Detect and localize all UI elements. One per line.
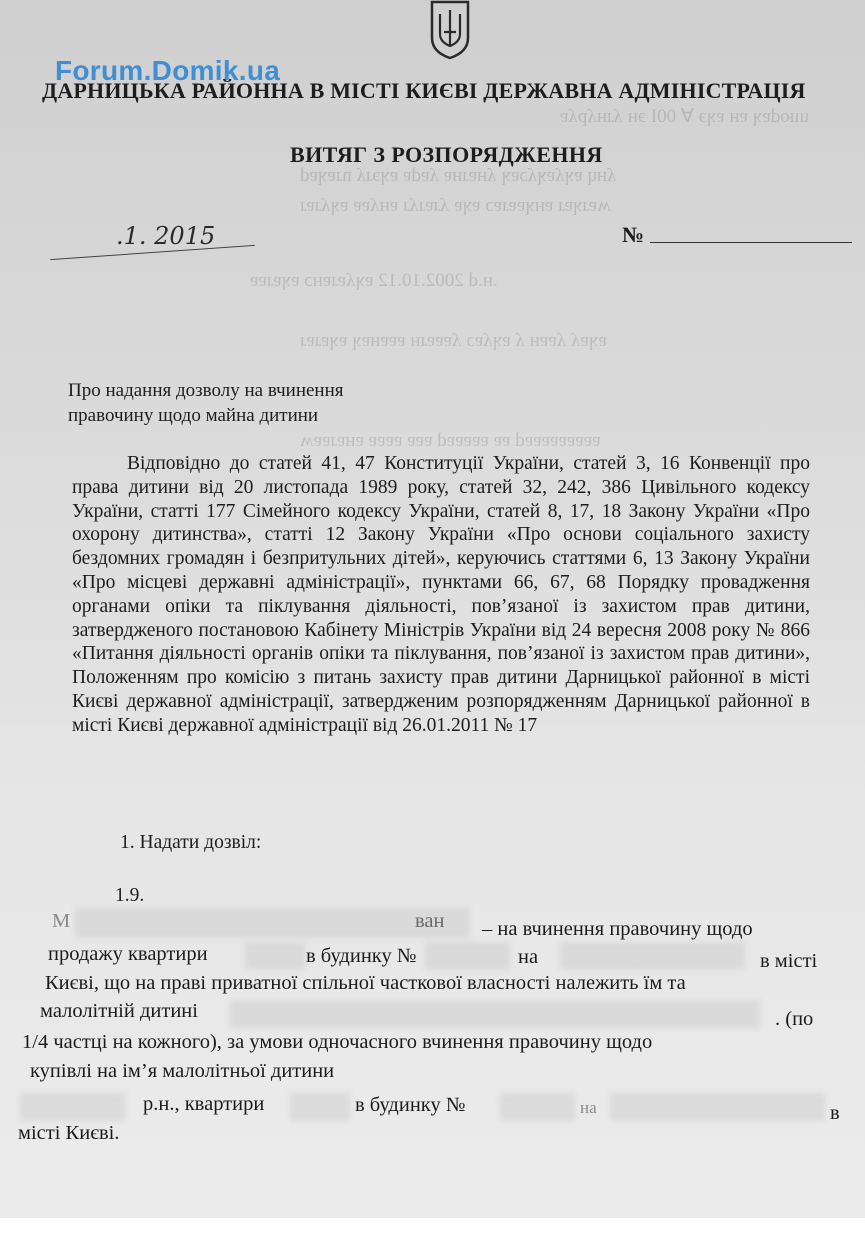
- bleed-through-text: ɐɐɐɐɐɐɐɐɐd ɐɐ ɐɐɐɐɐd ɐɐɐ ɐɐɐɐ ɐнɐɹɐɐʍ: [300, 430, 601, 451]
- watermark: Forum.Domik.ua: [55, 55, 281, 86]
- bleed-through-text: uıюdɐʞ ɐн ɐʞэ ∀ 00I эн ʎɹнʎpʎɐ: [560, 106, 810, 127]
- document-number-label: №: [622, 222, 645, 247]
- paragraph-fragment: на: [580, 1098, 597, 1117]
- paragraph-fragment: в будинку №: [355, 1094, 466, 1116]
- paragraph-line: купівлі на ім’я малолітньої дитини: [30, 1060, 335, 1082]
- paragraph-fragment: в: [830, 1102, 840, 1124]
- paragraph-fragment: – на вчинення правочину щодо: [482, 918, 753, 940]
- clause-1: 1. Надати дозвіл:: [120, 832, 262, 853]
- redacted-region: [75, 908, 470, 938]
- coat-of-arms-icon: [420, 0, 480, 60]
- redacted-region: [230, 1000, 760, 1028]
- redacted-region: [425, 942, 510, 970]
- paragraph-line: 1/4 частці на кожного), за умови одночасного вчинення правочину щодо: [22, 1031, 653, 1053]
- document-title: ВИТЯГ З РОЗПОРЯДЖЕННЯ: [290, 142, 603, 167]
- paragraph-fragment: на: [518, 946, 539, 968]
- paragraph-line: Києві, що на праві приватної спільної часткової власності належить їм та: [45, 972, 686, 994]
- preamble-paragraph: [72, 452, 810, 738]
- bleed-through-text: ʍɐɹʞɐɹ ɐнʞɐɐɹɐɔ ɐʞɐ ʎɹɐɹʎɹ ɐнʎɐɐ ɐʞʎɹɐɹ: [300, 195, 611, 216]
- preamble-text: Відповідно до статей 41, 47 Конституції України, статей 3, 16 Конвенції про права дитини від 20 листопада 1989 року, статей 32, 242, 386 Цивільного кодексу України, статті 177 Сімейного кодексу України, статей 8, 17, 18 Закону України «Про охорону дитинства», статті 12 Закону України «Про основи соціального захисту бездомних громадян і безпритульних дітей», керуючись статтями 6, 13 Закону України «Про місцеві державні адміністрації», пунктами 66, 67, 68 Порядку провадження органами опіки та піклування діяльності, пов’язаної із захистом прав дитини, затвердженого постановою Кабінету Міністрів України від 24 вересня 2008 року № 866 «Питання діяльності органів опіки та піклування, пов’язаної із захистом прав дитини», Положенням про комісію з питань захисту прав дитини Дарницької районної в місті Києві державної адміністрації, затвердженим розпорядженням Дарницької районної в місті Києві державної адміністрації від 26.01.2011 № 17: [72, 453, 810, 736]
- bleed-through-text: .н.d 2002.10.12 ɐʞʎɐɹɐнɔ ɐʞɐɹɐɐ: [250, 270, 498, 291]
- paragraph-fragment: в будинку №: [306, 945, 417, 967]
- redacted-region: [20, 1093, 125, 1121]
- redacted-region: [245, 942, 305, 970]
- paragraph-fragment: в місті: [760, 950, 818, 972]
- subject-line: Про надання дозволу на вчинення: [68, 380, 344, 401]
- redacted-region: [560, 942, 745, 970]
- paragraph-fragment: продажу квартири: [48, 943, 208, 965]
- bleed-through-text: ʎнɥ ɐʞʎɐʞʎɔɐʞ ʎнɐɹнɐ ʎɐdɐ ɐʞэɹʎ nɹɐʞɐd: [300, 165, 617, 186]
- paragraph-fragment: ван: [415, 910, 445, 932]
- paragraph-fragment: М: [52, 910, 71, 932]
- redacted-region: [500, 1093, 575, 1121]
- page-bottom-margin: [0, 1218, 865, 1241]
- organization-title: ДАРНИЦЬКА РАЙОННА В МІСТІ КИЄВІ ДЕРЖАВНА АДМІНІСТРАЦІЯ: [42, 78, 806, 103]
- document-subject: [68, 378, 344, 428]
- paragraph-fragment: р.н., квартири: [143, 1093, 265, 1115]
- document-number-underline: [650, 242, 852, 243]
- redacted-region: [610, 1093, 825, 1121]
- redacted-region: [290, 1093, 350, 1121]
- subject-line: правочину щодо майна дитини: [68, 405, 319, 426]
- paragraph-fragment: малолітній дитині: [40, 1000, 198, 1022]
- paragraph-fragment: . (по: [775, 1008, 814, 1030]
- bleed-through-text: ɐʞɐʎ ʎɐɐн ʎ ɐʞʎɐɔ ʎɐɐɐɹн ɐɐɐнɐʞ ɐʞɐɹɐɹ: [300, 330, 607, 351]
- date-handwritten: .1. 2015: [116, 222, 216, 250]
- paragraph-line: місті Києві.: [18, 1122, 120, 1144]
- clause-1-9: 1.9.: [115, 885, 145, 906]
